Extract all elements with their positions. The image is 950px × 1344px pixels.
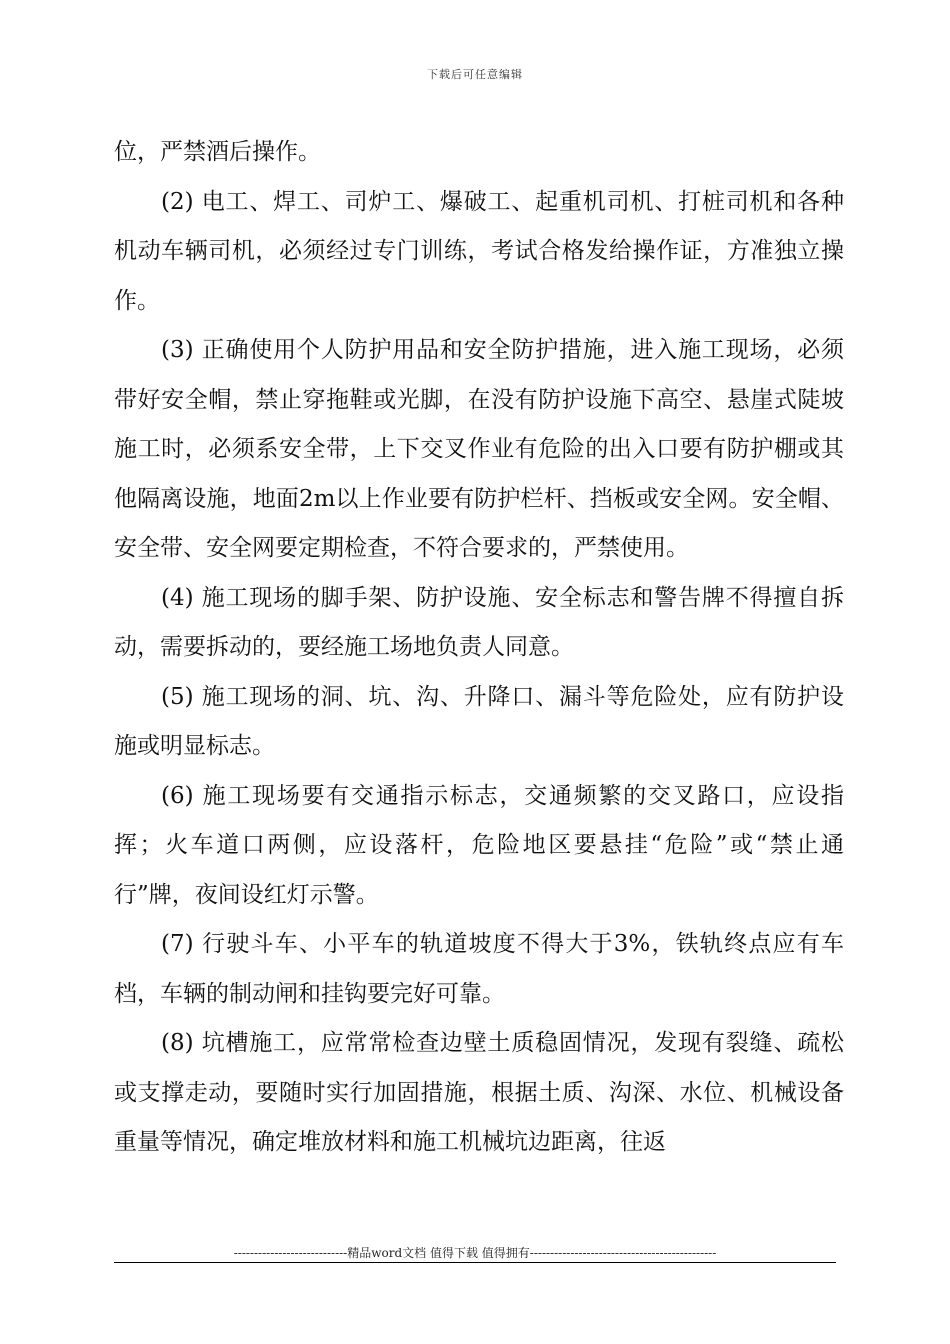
page-footer-note: ----------------------------精品word文档 值得下载 值得拥有----------------------------------------------	[233, 1246, 717, 1260]
paragraph-item-2: (2) 电工、焊工、司炉工、爆破工、起重机司机、打桩司机和各种机动车辆司机，必须经过专门训练，考试合格发给操作证，方准独立操作。	[114, 188, 844, 314]
paragraph-item-3: (3) 正确使用个人防护用品和安全防护措施，进入施工现场，必须带好安全帽，禁止穿拖鞋或光脚，在没有防护设施下高空、悬崖式陡坡施工时，必须系安全带，上下交叉作业有危险的出入口要有防护棚或其他隔离设施，地面2m以上作业要有防护栏杆、挡板或安全网。安全帽、安全带、安全网要定期检查，不符合要求的，严禁使用。	[114, 337, 844, 561]
paragraph-item-6: (6) 施工现场要有交通指示标志，交通频繁的交叉路口，应设指挥；火车道口两侧，应设落杆，危险地区要悬挂“危险”或“禁止通行”牌，夜间设红灯示警。	[114, 782, 844, 908]
document-body	[114, 128, 844, 1168]
paragraph-item-8: (8) 坑槽施工，应常常检查边壁土质稳固情况，发现有裂缝、疏松或支撑走动，要随时实行加固措施，根据土质、沟深、水位、机械设备重量等情况，确定堆放材料和施工机械坑边距离，往返	[114, 1030, 844, 1155]
footer-divider	[114, 1262, 836, 1263]
page-header-note: 下载后可任意编辑	[427, 68, 523, 81]
paragraph-item-7: (7) 行驶斗车、小平车的轨道坡度不得大于3%，铁轨终点应有车档，车辆的制动闸和挂钩要完好可靠。	[114, 931, 844, 1007]
paragraph-item-5: (5) 施工现场的洞、坑、沟、升降口、漏斗等危险处，应有防护设施或明显标志。	[114, 683, 844, 759]
paragraph-continuation: 位，严禁酒后操作。	[114, 139, 321, 165]
paragraph-item-4: (4) 施工现场的脚手架、防护设施、安全标志和警告牌不得擅自拆动，需要拆动的，要经施工场地负责人同意。	[114, 584, 844, 660]
